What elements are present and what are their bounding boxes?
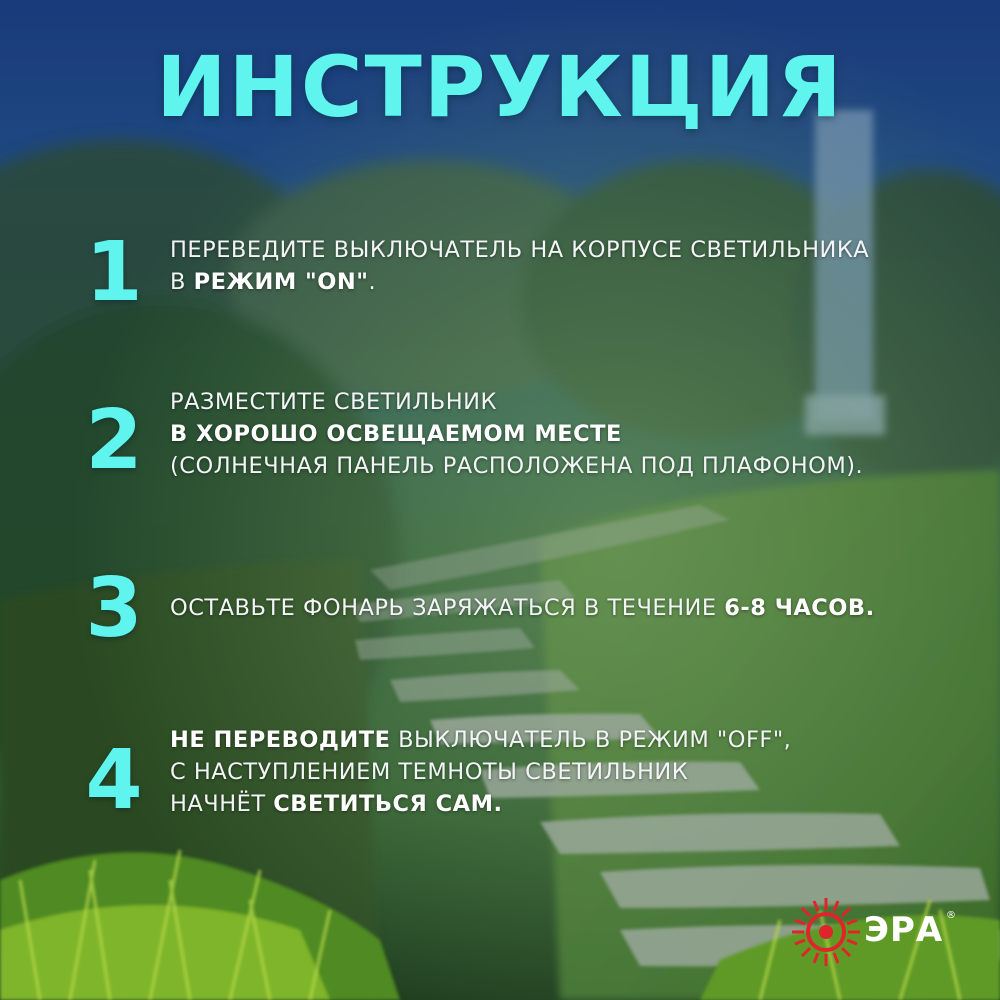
- step-text: ПЕРЕВЕДИТЕ ВЫКЛЮЧАТЕЛЬ НА КОРПУСЕ СВЕТИЛЬНИКА В РЕЖИМ "ON".: [170, 237, 870, 295]
- logo-text: ЭРА: [864, 910, 944, 950]
- step-number: 1: [85, 225, 143, 320]
- step-number: 4: [85, 733, 143, 828]
- step-text: РАЗМЕСТИТЕ СВЕТИЛЬНИК В ХОРОШО ОСВЕЩАЕМОМ МЕСТЕ (СОЛНЕЧНАЯ ПАНЕЛЬ РАСПОЛОЖЕНА ПОД ПЛАФОНОМ).: [170, 389, 864, 479]
- step-number: 2: [85, 393, 143, 488]
- page-title: ИНСТРУКЦИЯ: [156, 38, 844, 136]
- step-text: НЕ ПЕРЕВОДИТЕ ВЫКЛЮЧАТЕЛЬ В РЕЖИМ "OFF", С НАСТУПЛЕНИЕМ ТЕМНОТЫ СВЕТИЛЬНИК НАЧНЁТ СВЕТИТЬСЯ САМ.: [170, 727, 792, 817]
- step-text: ОСТАВЬТЕ ФОНАРЬ ЗАРЯЖАТЬСЯ В ТЕЧЕНИЕ 6-8 ЧАСОВ.: [170, 595, 875, 621]
- registered-mark: ®: [946, 910, 956, 921]
- step-number: 3: [85, 561, 143, 656]
